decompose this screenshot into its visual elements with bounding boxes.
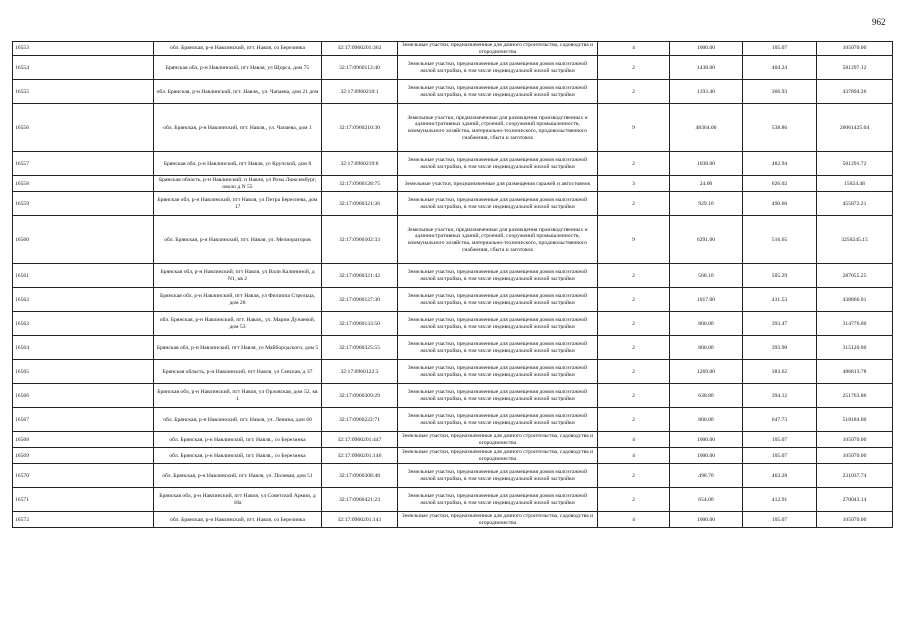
row-number-cell: 16566 — [13, 384, 154, 408]
address-cell: Брянская обл, р-н Навлинский, пгт Навля, ул Петра Бересиева, дом 17 — [154, 192, 322, 216]
area-cell: 800.00 — [670, 336, 743, 360]
address-cell: обл. Брянская, р-н Навлинский, пгт. Навля, со Березинка — [154, 512, 322, 528]
row-number-cell: 16571 — [13, 488, 154, 512]
rate-cell: 538.86 — [743, 104, 817, 152]
row-number-cell: 16555 — [13, 80, 154, 104]
cadastral-number-cell: 32:17:0960321:42 — [322, 264, 398, 288]
rate-cell: 482.94 — [743, 152, 817, 176]
land-use-cell: Земельные участки, предназначенные для дачного строительства, садоводства и огородничества — [398, 448, 598, 464]
address-cell: обл. Брянская, р-н Навлинский, пгт. Навля, со Березинка — [154, 42, 322, 56]
address-cell: Брянская обл, р-н Навлинский, пгт Навля, ул Крупской, дом 8 — [154, 152, 322, 176]
category-cell: 2 — [598, 288, 670, 312]
rate-cell: 505.29 — [743, 264, 817, 288]
row-number-cell: 16557 — [13, 152, 154, 176]
rate-cell: 105.07 — [743, 512, 817, 528]
cadastral-value-cell: 581297.12 — [817, 56, 893, 80]
table-row — [13, 448, 893, 464]
table-row — [13, 312, 893, 336]
table-row — [13, 216, 893, 264]
area-cell: 1438.00 — [670, 56, 743, 80]
category-cell: 4 — [598, 42, 670, 56]
cadastral-number-cell: 32:17:0960127:30 — [322, 288, 398, 312]
row-number-cell: 16572 — [13, 512, 154, 528]
land-use-cell: Земельные участки, предназначенные для размещения домов малоэтажной жилой застройки, в том числе индивидуальной жилой застройки — [398, 152, 598, 176]
page-number: 962 — [872, 17, 886, 27]
cadastral-value-cell: 437894.26 — [817, 80, 893, 104]
cadastral-value-cell: 501291.72 — [817, 152, 893, 176]
area-cell: 24.00 — [670, 176, 743, 192]
row-number-cell: 16562 — [13, 288, 154, 312]
category-cell: 2 — [598, 56, 670, 80]
land-use-cell: Земельные участки, предназначенные для размещения гаражей и автостоянок — [398, 176, 598, 192]
address-cell: обл. Брянская, р-н Навлинский, пгт. Навля,, со Березинка — [154, 432, 322, 448]
category-cell: 3 — [598, 176, 670, 192]
table-row — [13, 488, 893, 512]
land-use-cell: Земельные участки, предназначенные для дачного строительства, садоводства и огородничества — [398, 432, 598, 448]
land-use-cell: Земельные участки, предназначенные для размещения домов малоэтажной жилой застройки, в том числе индивидуальной жилой застройки — [398, 488, 598, 512]
cadastral-number-cell: 32:17:0960309:29 — [322, 384, 398, 408]
area-cell: 1269.00 — [670, 360, 743, 384]
row-number-cell: 16563 — [13, 312, 154, 336]
address-cell: Брянская обл, р-н Навлинский, пгт Навля, ул Вали Калининой, д N1, кв 2 — [154, 264, 322, 288]
category-cell: 9 — [598, 104, 670, 152]
cadastral-value-cell: 15024.48 — [817, 176, 893, 192]
category-cell: 2 — [598, 312, 670, 336]
cadastral-value-cell: 26061425.04 — [817, 104, 893, 152]
land-use-cell: Земельные участки, предназначенные для размещения домов малоэтажной жилой застройки, в том числе индивидуальной жилой застройки — [398, 384, 598, 408]
area-cell: 800.00 — [670, 312, 743, 336]
cadastral-value-cell: 3250245.15 — [817, 216, 893, 264]
rate-cell: 105.07 — [743, 432, 817, 448]
address-cell: Брянская область, р-н Навлинский, пгт Навля, ул Севская, д 37 — [154, 360, 322, 384]
category-cell: 4 — [598, 448, 670, 464]
category-cell: 2 — [598, 384, 670, 408]
cadastral-value-cell: 231037.74 — [817, 464, 893, 488]
address-cell: обл. Брянская, р-н Навлинский, пгт. Навля,, ул. Чапаева, дом 1 — [154, 104, 322, 152]
cadastral-value-cell: 105070.00 — [817, 448, 893, 464]
table-row — [13, 408, 893, 432]
row-number-cell: 16567 — [13, 408, 154, 432]
land-register-table — [12, 41, 893, 528]
table-row — [13, 176, 893, 192]
address-cell: Брянская обл, р-н Навлинский, пгт Навля, ул Филиппа Стрельца, дом 28 — [154, 288, 322, 312]
row-number-cell: 16556 — [13, 104, 154, 152]
rate-cell: 383.62 — [743, 360, 817, 384]
address-cell: Брянская обл, р-н Навлинский, пгт Навля, ул Орловская, дом 52, кв 1 — [154, 384, 322, 408]
table-row — [13, 288, 893, 312]
category-cell: 4 — [598, 432, 670, 448]
area-cell: 1193.40 — [670, 80, 743, 104]
cadastral-number-cell: 32:17:0960128:75 — [322, 176, 398, 192]
category-cell: 2 — [598, 336, 670, 360]
table-row — [13, 264, 893, 288]
table-row — [13, 432, 893, 448]
rate-cell: 366.93 — [743, 80, 817, 104]
category-cell: 2 — [598, 264, 670, 288]
cadastral-value-cell: 105070.00 — [817, 432, 893, 448]
cadastral-value-cell: 314776.00 — [817, 312, 893, 336]
area-cell: 1017.00 — [670, 288, 743, 312]
table-row — [13, 152, 893, 176]
address-cell: Брянская обл, р-н Навлинский, пгт Навля, ул Щорса, дом 75 — [154, 56, 322, 80]
row-number-cell: 16553 — [13, 42, 154, 56]
cadastral-value-cell: 486813.78 — [817, 360, 893, 384]
address-cell: обл. Брянская, р-н Навлинский, пгт. Навля,, ул. Марии Дунаевой, дом 53 — [154, 312, 322, 336]
rate-cell: 516.65 — [743, 216, 817, 264]
land-use-cell: Земельные участки, предназначенные для размещения домов малоэтажной жилой застройки, в том числе индивидуальной жилой застройки — [398, 288, 598, 312]
rate-cell: 105.07 — [743, 42, 817, 56]
cadastral-number-cell: 32:17:0960201:447 — [322, 432, 398, 448]
cadastral-value-cell: 105070.00 — [817, 512, 893, 528]
land-use-cell: Земельные участки, предназначенные для дачного строительства, садоводства и огородничества — [398, 512, 598, 528]
category-cell: 2 — [598, 360, 670, 384]
cadastral-value-cell: 455872.21 — [817, 192, 893, 216]
category-cell: 2 — [598, 408, 670, 432]
address-cell: Брянская обл, р-н Навлинский, пгт Навля, ул Майбородского, дом 5 — [154, 336, 322, 360]
rate-cell: 431.53 — [743, 288, 817, 312]
cadastral-number-cell: 32:17:0960122:3 — [322, 360, 398, 384]
cadastral-number-cell: 32:17:0960308:48 — [322, 464, 398, 488]
table-row — [13, 104, 893, 152]
category-cell: 2 — [598, 152, 670, 176]
area-cell: 1000.00 — [670, 432, 743, 448]
table-row — [13, 56, 893, 80]
land-use-cell: Земельные участки, предназначенные для размещения производственных и административных зданий, строений, сооружений промышленности, коммунального хозяйства, материально-технического, продовольственного снабжения, сбыта и заготовок — [398, 216, 598, 264]
category-cell: 4 — [598, 512, 670, 528]
cadastral-value-cell: 105070.00 — [817, 42, 893, 56]
cadastral-number-cell: 32:17:0960210:1 — [322, 80, 398, 104]
area-cell: 1000.00 — [670, 448, 743, 464]
category-cell: 2 — [598, 488, 670, 512]
land-use-cell: Земельные участки, предназначенные для размещения домов малоэтажной жилой застройки, в том числе индивидуальной жилой застройки — [398, 464, 598, 488]
area-cell: 1000.00 — [670, 42, 743, 56]
cadastral-number-cell: 32:17:0960133:50 — [322, 312, 398, 336]
category-cell: 2 — [598, 192, 670, 216]
address-cell: обл. Брянская, р-н Навлинский, пгт. Навля,, со Березинка — [154, 448, 322, 464]
rate-cell: 394.12 — [743, 384, 817, 408]
rate-cell: 393.47 — [743, 312, 817, 336]
rate-cell: 412.91 — [743, 488, 817, 512]
area-cell: 800.00 — [670, 408, 743, 432]
cadastral-value-cell: 315120.00 — [817, 336, 893, 360]
rate-cell: 647.73 — [743, 408, 817, 432]
rate-cell: 393.90 — [743, 336, 817, 360]
land-use-cell: Земельные участки, предназначенные для дачного строительства, садоводства и огородничества — [398, 42, 598, 56]
category-cell: 2 — [598, 464, 670, 488]
cadastral-number-cell: 32:17:0960421:23 — [322, 488, 398, 512]
cadastral-number-cell: 32:17:0960325:55 — [322, 336, 398, 360]
cadastral-number-cell: 32:17:0960210:30 — [322, 104, 398, 152]
row-number-cell: 16564 — [13, 336, 154, 360]
area-cell: 1038.00 — [670, 152, 743, 176]
address-cell: Брянская обл, р-н Навлинский, пгт Навля, ул Советской Армии, д 18а — [154, 488, 322, 512]
category-cell: 2 — [598, 80, 670, 104]
cadastral-value-cell: 438866.01 — [817, 288, 893, 312]
cadastral-value-cell: 270043.14 — [817, 488, 893, 512]
table-row — [13, 512, 893, 528]
table-row — [13, 360, 893, 384]
row-number-cell: 16560 — [13, 216, 154, 264]
rate-cell: 404.24 — [743, 56, 817, 80]
cadastral-number-cell: 32:17:0960112:40 — [322, 56, 398, 80]
row-number-cell: 16554 — [13, 56, 154, 80]
table-row — [13, 80, 893, 104]
area-cell: 48364.00 — [670, 104, 743, 152]
rate-cell: 105.07 — [743, 448, 817, 464]
row-number-cell: 16558 — [13, 176, 154, 192]
land-use-cell: Земельные участки, предназначенные для размещения домов малоэтажной жилой застройки, в том числе индивидуальной жилой застройки — [398, 312, 598, 336]
cadastral-value-cell: 287055.25 — [817, 264, 893, 288]
cadastral-number-cell: 32:17:0960222:71 — [322, 408, 398, 432]
category-cell: 9 — [598, 216, 670, 264]
land-use-cell: Земельные участки, предназначенные для размещения домов малоэтажной жилой застройки, в том числе индивидуальной жилой застройки — [398, 264, 598, 288]
land-use-cell: Земельные участки, предназначенные для размещения домов малоэтажной жилой застройки, в том числе индивидуальной жилой застройки — [398, 336, 598, 360]
row-number-cell: 16559 — [13, 192, 154, 216]
address-cell: обл. Брянская, р-н Навлинский, пгт. Навля, ул. Мелиораторов — [154, 216, 322, 264]
table-row — [13, 336, 893, 360]
cadastral-number-cell: 32:17:0960201:362 — [322, 42, 398, 56]
land-use-cell: Земельные участки, предназначенные для размещения домов малоэтажной жилой застройки, в том числе индивидуальной жилой застройки — [398, 192, 598, 216]
address-cell: обл. Брянская, р-н Навлинский, пгт. Навля,, ул. Чапаева, дом 21 дом — [154, 80, 322, 104]
cadastral-number-cell: 32:17:0960102:33 — [322, 216, 398, 264]
land-use-cell: Земельные участки, предназначенные для размещения домов малоэтажной жилой застройки, в том числе индивидуальной жилой застройки — [398, 56, 598, 80]
area-cell: 6291.00 — [670, 216, 743, 264]
area-cell: 929.10 — [670, 192, 743, 216]
cadastral-value-cell: 251763.86 — [817, 384, 893, 408]
table-row — [13, 42, 893, 56]
address-cell: Брянская область, р-н Навлинский, п Навля, ул Розы Люксембург, около д N 55 — [154, 176, 322, 192]
area-cell: 568.10 — [670, 264, 743, 288]
area-cell: 638.80 — [670, 384, 743, 408]
row-number-cell: 16569 — [13, 448, 154, 464]
row-number-cell: 16565 — [13, 360, 154, 384]
rate-cell: 626.02 — [743, 176, 817, 192]
land-use-cell: Земельные участки, предназначенные для размещения производственных и административных зданий, строений, сооружений промышленности, коммунального хозяйства, материально-технического, продовольственного снабжения, сбыта и заготовок — [398, 104, 598, 152]
cadastral-number-cell: 32:17:0960201:141 — [322, 512, 398, 528]
row-number-cell: 16570 — [13, 464, 154, 488]
cadastral-number-cell: 32:17:0960201:146 — [322, 448, 398, 464]
rate-cell: 463.28 — [743, 464, 817, 488]
table-body — [13, 42, 893, 528]
land-use-cell: Земельные участки, предназначенные для размещения домов малоэтажной жилой застройки, в том числе индивидуальной жилой застройки — [398, 80, 598, 104]
row-number-cell: 16568 — [13, 432, 154, 448]
table-row — [13, 192, 893, 216]
land-use-cell: Земельные участки, предназначенные для размещения домов малоэтажной жилой застройки, в том числе индивидуальной жилой застройки — [398, 408, 598, 432]
cadastral-number-cell: 32:17:0960321:36 — [322, 192, 398, 216]
area-cell: 1000.00 — [670, 512, 743, 528]
cadastral-value-cell: 518184.00 — [817, 408, 893, 432]
land-use-cell: Земельные участки, предназначенные для размещения домов малоэтажной жилой застройки, в том числе индивидуальной жилой застройки — [398, 360, 598, 384]
table-row — [13, 384, 893, 408]
cadastral-number-cell: 32:17:0960219:8 — [322, 152, 398, 176]
address-cell: обл. Брянская, р-н Навлинский, пгт. Навля, ул. Ленина, дом 60 — [154, 408, 322, 432]
address-cell: обл. Брянская, р-н Навлинский, пгт. Навля, ул. Полевая, дом 51 — [154, 464, 322, 488]
row-number-cell: 16561 — [13, 264, 154, 288]
area-cell: 654.00 — [670, 488, 743, 512]
table-row — [13, 464, 893, 488]
area-cell: 498.70 — [670, 464, 743, 488]
rate-cell: 490.66 — [743, 192, 817, 216]
